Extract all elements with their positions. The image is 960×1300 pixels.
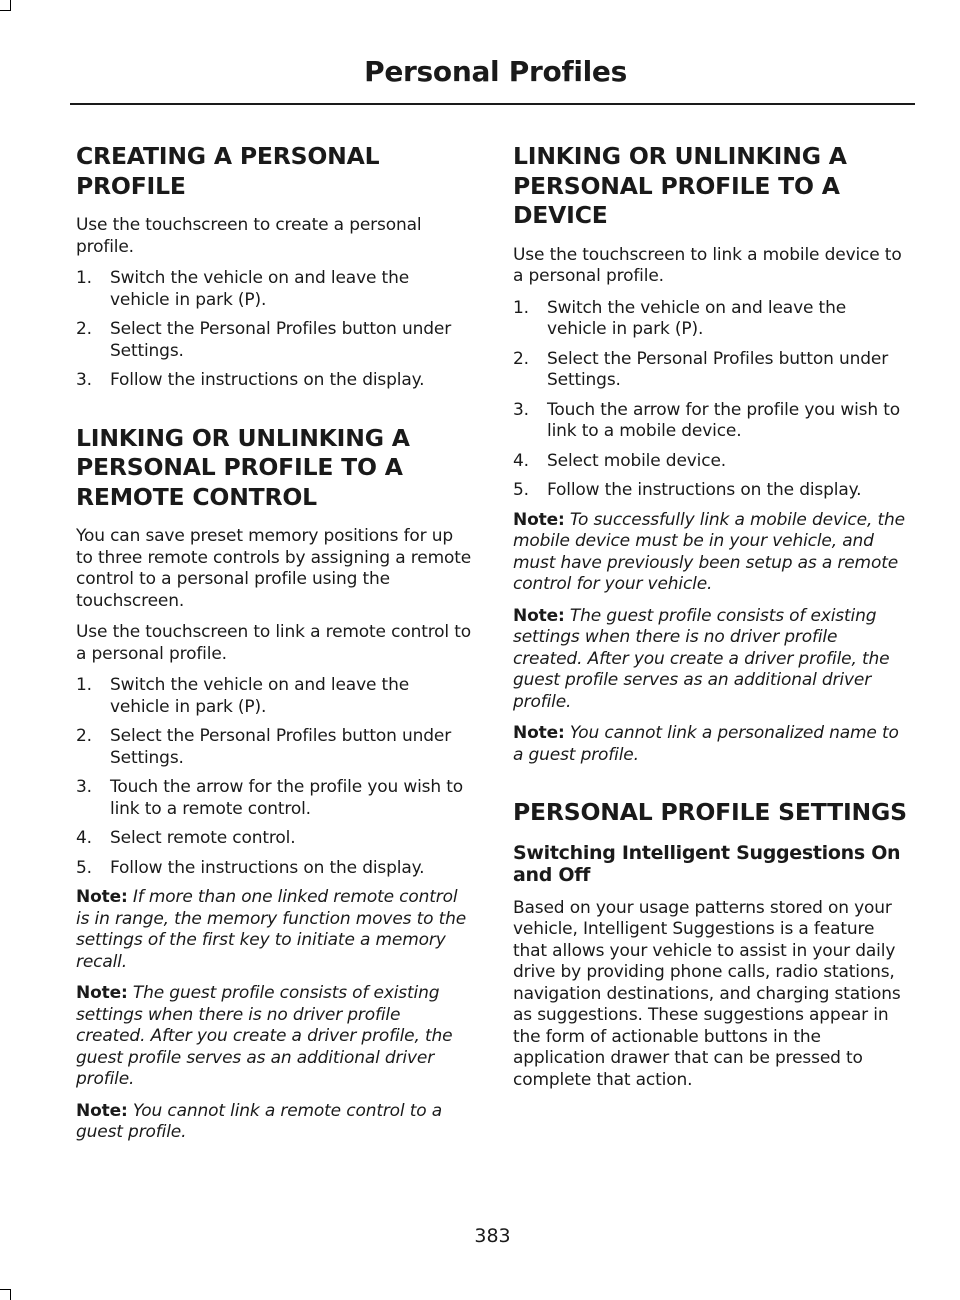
section-profile-settings bbox=[513, 798, 909, 1091]
list-item: 1. Switch the vehicle on and leave the vehicle in park (P). bbox=[513, 297, 846, 339]
list-item: 3. Touch the arrow for the profile you wish to link to a mobile device. bbox=[513, 399, 901, 441]
list-item: 1. Switch the vehicle on and leave the vehicle in park (P). bbox=[76, 268, 409, 310]
section-creating-profile bbox=[76, 142, 472, 392]
list-item: 4. Select remote control. bbox=[76, 828, 296, 848]
note: Note: If more than one linked remote control is in range, the memory function moves to the settings of the first key to initiate a memory recall. bbox=[76, 887, 467, 972]
note: Note: The guest profile consists of existing settings when there is no driver profile created. After you create a driver profile, the guest profile serves as an additional driver profile. bbox=[76, 983, 453, 1089]
steps-list bbox=[76, 268, 472, 392]
paragraph: Use the touchscreen to link a remote control to a personal profile. bbox=[76, 622, 472, 664]
intro-paragraph: Use the touchscreen to link a mobile device to a personal profile. bbox=[513, 244, 902, 286]
list-item: 2. Select the Personal Profiles button under Settings. bbox=[513, 348, 889, 390]
intro-paragraph: Use the touchscreen to create a personal profile. bbox=[76, 215, 422, 257]
left-column bbox=[76, 142, 472, 1176]
section-device bbox=[513, 142, 909, 766]
crop-mark-top-left bbox=[0, 0, 11, 11]
paragraph: Based on your usage patterns stored on your vehicle, Intelligent Suggestions is a feature that allows your vehicle to assist in your daily drive by providing phone calls, radio stations, navigation destinations, and charging stations as suggestions. These suggestions appear in the form of actionable buttons in the application drawer that can be pressed to complete that action. bbox=[513, 897, 901, 1090]
list-item: 4. Select mobile device. bbox=[513, 450, 727, 471]
right-column bbox=[513, 142, 909, 1123]
section-heading: LINKING OR UNLINKING A PERSONAL PROFILE TO A DEVICE bbox=[513, 142, 847, 229]
note: Note: You cannot link a personalized name to a guest profile. bbox=[513, 723, 899, 765]
steps-list bbox=[76, 675, 472, 879]
note: Note: The guest profile consists of existing settings when there is no driver profile created. After you create a driver profile, the guest profile serves as an additional driver profile. bbox=[513, 605, 890, 712]
paragraph: You can save preset memory positions for up to three remote controls by assigning a remote control to a personal profile using the touchscreen. bbox=[76, 526, 472, 611]
steps-list bbox=[513, 298, 909, 502]
list-item: 2. Select the Personal Profiles button under Settings. bbox=[76, 319, 452, 361]
page-header bbox=[70, 55, 915, 105]
section-heading: PERSONAL PROFILE SETTINGS bbox=[513, 798, 907, 826]
list-item: 3. Touch the arrow for the profile you wish to link to a remote control. bbox=[76, 777, 464, 819]
section-remote-control bbox=[76, 424, 472, 1144]
list-item: 5. Follow the instructions on the display. bbox=[76, 857, 425, 878]
subsection-heading: Switching Intelligent Suggestions On and Off bbox=[513, 841, 901, 886]
section-heading: CREATING A PERSONAL PROFILE bbox=[76, 142, 380, 200]
note: Note: To successfully link a mobile device, the mobile device must be in your vehicle, and must have previously been setup as a remote control for your vehicle. bbox=[513, 509, 905, 594]
page-title: Personal Profiles bbox=[364, 55, 627, 88]
list-item: 3. Follow the instructions on the display. bbox=[76, 370, 425, 390]
page-number: 383 bbox=[474, 1225, 511, 1247]
crop-mark-bottom-left bbox=[0, 1289, 11, 1300]
note: Note: You cannot link a remote control to a guest profile. bbox=[76, 1100, 443, 1142]
list-item: 5. Follow the instructions on the display. bbox=[513, 480, 862, 500]
section-heading: LINKING OR UNLINKING A PERSONAL PROFILE TO A REMOTE CONTROL bbox=[76, 423, 410, 511]
list-item: 1. Switch the vehicle on and leave the vehicle in park (P). bbox=[76, 675, 409, 717]
list-item: 2. Select the Personal Profiles button under Settings. bbox=[76, 726, 452, 768]
